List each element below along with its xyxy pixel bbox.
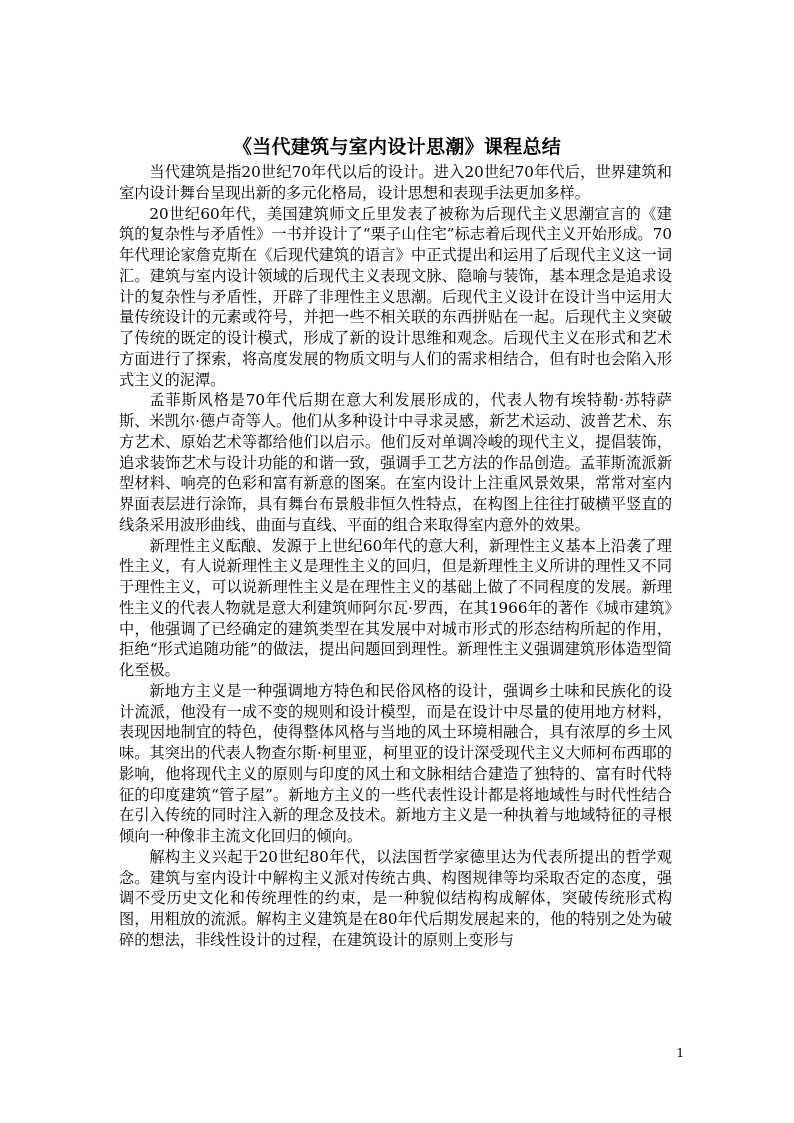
paragraph-new-regionalism: 新地方主义是一种强调地方特色和民俗风格的设计，强调乡土味和民族化的设计流派，他没有一成不变的规则和设计模型，而是在设计中尽量的使用地方材料，表现因地制宜的特色，使得整体风格与当地的风土环境相融合，具有浓厚的乡土风味。其突出的代表人物查尔斯·柯里亚，柯里亚的设计深受现代主义大师柯布西耶的影响，他将现代主义的原则与印度的风土和文脉相结合建造了独特的、富有时代特征的印度建筑“管子屋”。新地方主义的一些代表性设计都是将地域性与时代性结合在引入传统的同时注入新的理念及技术。新地方主义是一种执着与地域特征的寻根倾向一种像非主流文化回归的倾向。 (119, 681, 672, 845)
paragraph-intro: 当代建筑是指20世纪70年代以后的设计。进入20世纪70年代后，世界建筑和室内设计舞台呈现出新的多元化格局，设计思想和表现手法更加多样。 (119, 163, 672, 202)
paragraph-deconstructivism: 解构主义兴起于20世纪80年代，以法国哲学家德里达为代表所提出的哲学观念。建筑与室内设计中解构主义派对传统古典、构图规律等均采取否定的态度，强调不受历史文化和传统理性的约束，是一种貌似结构构成解体，突破传统形式构图，用粗放的流派。解构主义建筑是在80年代后期发展起来的，他的特别之处为破碎的想法，非线性设计的过程，在建筑设计的原则上变形与 (119, 847, 672, 949)
paragraph-postmodernism: 20世纪60年代，美国建筑师文丘里发表了被称为后现代主义思潮宣言的《建筑的复杂性与矛盾性》一书并设计了“栗子山住宅”标志着后现代主义开始形成。70年代理论家詹克斯在《后现代建筑的语言》中正式提出和运用了后现代主义这一词汇。建筑与室内设计领域的后现代主义表现文脉、隐喻与装饰，基本理念是追求设计的复杂性与矛盾性，开辟了非理性主义思潮。后现代主义设计在设计当中运用大量传统设计的元素或符号，并把一些不相关联的东西拼贴在一起。后现代主义突破了传统的既定的设计模式，形成了新的设计思维和观念。后现代主义在形式和艺术方面进行了探索，将高度发展的物质文明与人们的需求相结合，但有时也会陷入形式主义的泥潭。 (119, 204, 672, 389)
document-title: 《当代建筑与室内设计思潮》课程总结 (232, 136, 562, 158)
paragraph-memphis: 孟菲斯风格是70年代后期在意大利发展形成的，代表人物有埃特勒·苏特萨斯、米凯尔·德卢奇等人。他们从多种设计中寻求灵感，新艺术运动、波普艺术、东方艺术、原始艺术等都给他们以启示。他们反对单调冷峻的现代主义，提倡装饰，追求装饰艺术与设计功能的和谐一致，强调手工艺方法的作品创造。孟菲斯流派新型材料、响亮的色彩和富有新意的图案。在室内设计上注重风景效果，常常对室内界面表层进行涂饰，具有舞台布景般非恒久性特点，在构图上往往打破横平竖直的线条采用波形曲线、曲面与直线、平面的组合来取得室内意外的效果。 (119, 391, 672, 534)
paragraph-neo-rationalism: 新理性主义酝酿、发源于上世纪60年代的意大利，新理性主义基本上沿袭了理性主义，有人说新理性主义是理性主义的回归，但是新理性主义所讲的理性又不同于理性主义，可以说新理性主义是在理性主义的基础上做了不同程度的发展。新理性主义的代表人物就是意大利建筑师阿尔瓦·罗西，在其1966年的著作《城市建筑》中，他强调了已经确定的建筑类型在其发展中对城市形式的形态结构所起的作用，拒绝“形式追随功能”的做法，提出问题回到理性。新理性主义强调建筑形体造型简化至极。 (119, 536, 672, 679)
page-number: 1 (676, 1046, 684, 1060)
document-body (119, 162, 672, 951)
